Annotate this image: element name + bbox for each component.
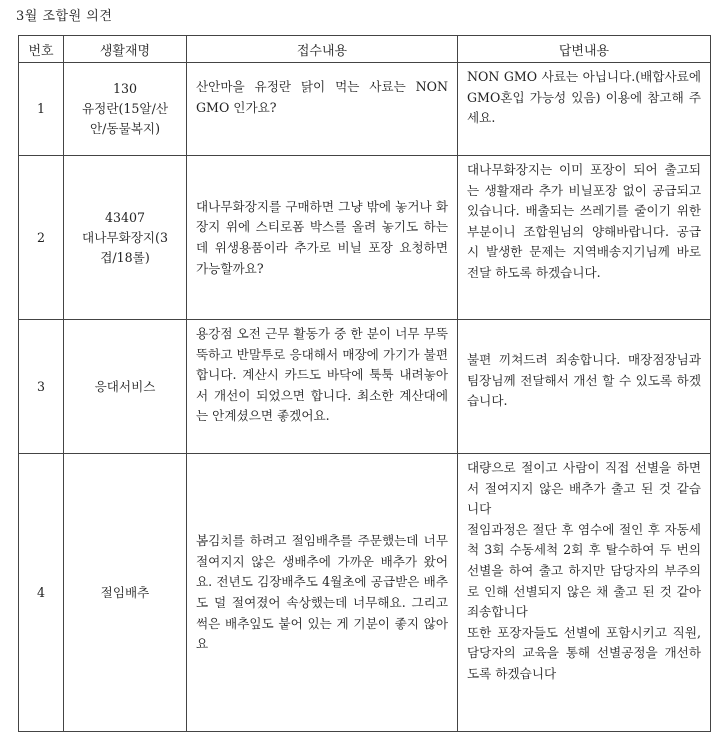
- product-name: [64, 320, 187, 454]
- row-number: 3: [19, 320, 64, 454]
- request-content: 대나무화장지를 구매하면 그냥 밖에 놓거나 화장지 위에 스티로폼 박스를 올려 놓기도 하는데 위생용품이라 추가로 비닐 포장 요청하면 가능할까요?: [187, 156, 458, 320]
- row-number: 4: [19, 454, 64, 732]
- answer-paragraph: 대량으로 절이고 사람이 직접 선별을 하면서 절여지지 않은 배추가 출고 된 것 같습니다: [467, 460, 701, 517]
- product-name-line: 유정란(15알/산: [81, 101, 168, 116]
- answer-content: [458, 454, 711, 732]
- product-name-line: 안/동물복지): [90, 121, 160, 136]
- product-name: [64, 454, 187, 732]
- product-name: [64, 63, 187, 156]
- product-code: 43407: [104, 209, 146, 225]
- row-number: 1: [19, 63, 64, 156]
- product-name: [64, 156, 187, 320]
- answer-content: 대나무화장지는 이미 포장이 되어 출고되는 생활재라 추가 비닐포장 없이 공급되고있습니다. 배출되는 쓰레기를 줄이기 위한 부분이니 조합원님의 양해바랍니다. 공급시 발생한 문제는 지역배송지기님께 바로 전달 하도록 하겠습니다.: [458, 156, 711, 320]
- product-name-line: 겹/18롤): [100, 249, 150, 265]
- table-header-row: [19, 36, 711, 63]
- request-content: 용강점 오전 근무 활동가 중 한 분이 너무 무뚝뚝하고 반말투로 응대해서 매장에 가기가 불편합니다. 계산시 카드도 바닥에 툭툭 내려놓아서 개선이 되었으면 합니다. 최소한 계산대에는 안계셨으면 좋겠어요.: [187, 320, 458, 454]
- product-name-line: 대나무화장지(3: [82, 229, 168, 245]
- document-title: 3월 조합원 의견: [16, 9, 113, 24]
- header-answer-content: 답변내용: [458, 36, 711, 63]
- header-product-name: 생활재명: [64, 36, 187, 63]
- header-request-content: 접수내용: [187, 36, 458, 63]
- request-content: 봄김치를 하려고 절임배추를 주문했는데 너무 절여지지 않은 생배추에 가까운 배추가 왔어요. 전년도 김장배추도 4월초에 공급받은 배추도 덜 절여졌어 속상했는데 너무해요. 그리고 썩은 배추잎도 붙어 있는 게 기분이 좋지 않아요: [187, 454, 458, 732]
- table-row: [19, 320, 711, 454]
- answer-content: 불편 끼쳐드려 죄송합니다. 매장점장님과 팀장님께 전달해서 개선 할 수 있도록 하겠습니다.: [458, 320, 711, 454]
- product-name-line: 응대서비스: [94, 378, 156, 394]
- product-name-line: 절임배추: [100, 584, 150, 600]
- request-content: 산안마을 유정란 닭이 먹는 사료는 NON GMO 인가요?: [187, 63, 458, 156]
- table-row: [19, 63, 711, 156]
- answer-paragraph: 절임과정은 절단 후 염수에 절인 후 자동세척 3회 수동세척 2회 후 탈수하여 두 번의 선별을 하여 출고 하지만 담당자의 부주의로 인해 선별되지 않은 채 출고 된 것 같아 죄송합니다: [467, 521, 701, 620]
- table-row: [19, 156, 711, 320]
- table-row: [19, 454, 711, 732]
- member-opinions-table: [18, 35, 711, 732]
- answer-paragraph: 또한 포장자들도 선별에 포함시키고 직원, 담당자의 교육을 통해 선별공정을 개선하도록 하겠습니다: [467, 624, 701, 681]
- product-code: 130: [112, 81, 138, 96]
- answer-content: NON GMO 사료는 아닙니다.(배합사료에 GMO혼입 가능성 있음) 이용에 참고해 주세요.: [458, 63, 711, 156]
- header-number: 번호: [19, 36, 64, 63]
- row-number: 2: [19, 156, 64, 320]
